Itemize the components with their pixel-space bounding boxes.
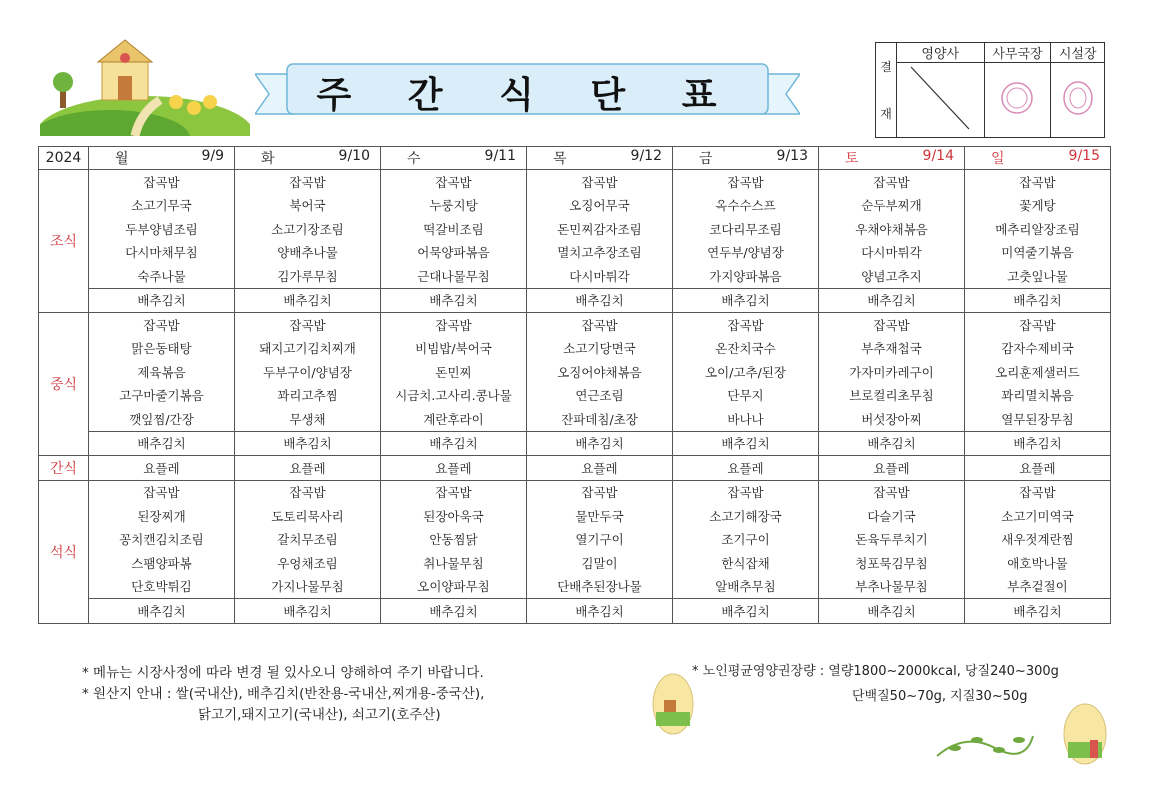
nutrition-note [692,659,1059,709]
menu-item-tue: 요플레 [235,456,381,481]
menu-item-tue: 배추김치 [235,599,381,624]
menu-item-fri: 잡곡밥 [673,170,819,194]
menu-item-wed: 떡갈비조림 [381,217,527,241]
menu-item-wed: 누룽지탕 [381,194,527,218]
menu-item-fri: 바나나 [673,407,819,431]
menu-item-sat: 부추재첩국 [819,337,965,361]
approval-box [875,42,1105,138]
menu-item-sun: 감자수제비국 [965,337,1111,361]
menu-row [39,480,1111,504]
note-origin: * 원산지 안내 : 쌀(국내산), 배추김치(반찬용-국내산,찌개용-중국산), [82,686,485,702]
meal-label: 조식 [39,170,89,313]
menu-item-wed: 취나물무침 [381,551,527,575]
approval-label: 결 재 [876,43,897,138]
menu-item-sat: 버섯장아찌 [819,407,965,431]
menu-item-sun: 꽃게탕 [965,194,1111,218]
menu-item-mon: 다시마채무침 [89,241,235,265]
menu-item-sat: 부추나물무침 [819,575,965,599]
menu-row [39,313,1111,337]
menu-item-fri: 옥수수스프 [673,194,819,218]
menu-item-mon: 두부양념조림 [89,217,235,241]
menu-item-fri: 소고기해장국 [673,504,819,528]
house-hill-illustration [40,38,250,136]
menu-item-fri: 요플레 [673,456,819,481]
menu-item-thu: 잔파데침/초장 [527,407,673,431]
menu-item-wed: 잡곡밥 [381,480,527,504]
menu-item-tue: 양배추나물 [235,241,381,265]
menu-row [39,575,1111,599]
menu-item-thu: 잡곡밥 [527,480,673,504]
menu-item-mon: 배추김치 [89,288,235,313]
menu-item-sun: 배추김치 [965,431,1111,456]
menu-item-thu: 배추김치 [527,431,673,456]
note-menu-change: * 메뉴는 시장사정에 따라 변경 될 있사오니 양해하여 주기 바랍니다. [82,665,484,681]
menu-item-sat: 잡곡밥 [819,170,965,194]
menu-item-fri: 온잔치국수 [673,337,819,361]
menu-item-mon: 꽁치캔김치조림 [89,528,235,552]
menu-item-fri: 조기구이 [673,528,819,552]
menu-item-sun: 배추김치 [965,599,1111,624]
menu-item-sat: 배추김치 [819,599,965,624]
menu-item-sat: 잡곡밥 [819,313,965,337]
menu-item-thu: 돈민찌감자조림 [527,217,673,241]
signature-slot-office-manager [984,63,1051,138]
day-header-mon: 월 9/9 [89,147,235,170]
menu-item-sat: 다시마튀각 [819,241,965,265]
menu-item-wed: 요플레 [381,456,527,481]
menu-item-sat: 배추김치 [819,288,965,313]
menu-row [39,241,1111,265]
vine-illustration [935,722,1035,762]
menu-item-tue: 두부구이/양념장 [235,360,381,384]
weekly-menu-table [38,146,1111,624]
menu-item-mon: 숙주나물 [89,264,235,288]
menu-row [39,170,1111,194]
menu-item-fri: 잡곡밥 [673,313,819,337]
menu-item-tue: 가지나물무침 [235,575,381,599]
menu-item-sun: 열무된장무침 [965,407,1111,431]
menu-item-wed: 배추김치 [381,431,527,456]
menu-item-sun: 메추리알장조림 [965,217,1111,241]
menu-item-thu: 연근조림 [527,384,673,408]
menu-item-sun: 부추겉절이 [965,575,1111,599]
day-header-sat: 토 9/14 [819,147,965,170]
menu-item-thu: 배추김치 [527,288,673,313]
day-header-thu: 목 9/12 [527,147,673,170]
seal-stamp [997,78,1037,118]
menu-item-mon: 단호박튀김 [89,575,235,599]
menu-item-thu: 오징어무국 [527,194,673,218]
menu-item-sun: 미역줄기볶음 [965,241,1111,265]
signature-slot-nutritionist [897,63,985,138]
menu-item-wed: 비빔밥/북어국 [381,337,527,361]
menu-item-tue: 잡곡밥 [235,480,381,504]
menu-item-mon: 요플레 [89,456,235,481]
menu-item-fri: 한식잡채 [673,551,819,575]
meal-label: 간식 [39,456,89,481]
menu-item-mon: 된장찌개 [89,504,235,528]
menu-item-tue: 소고기장조림 [235,217,381,241]
menu-item-wed: 어묵양파볶음 [381,241,527,265]
meal-label: 석식 [39,480,89,623]
menu-item-wed: 배추김치 [381,288,527,313]
menu-row [39,431,1111,456]
menu-item-sat: 요플레 [819,456,965,481]
menu-item-tue: 잡곡밥 [235,313,381,337]
menu-item-fri: 단무지 [673,384,819,408]
menu-row [39,599,1111,624]
day-header-tue: 화 9/10 [235,147,381,170]
menu-item-sat: 가자미카레구이 [819,360,965,384]
menu-item-thu: 오징어야채볶음 [527,360,673,384]
title-banner [255,62,800,122]
menu-item-fri: 배추김치 [673,288,819,313]
menu-item-thu: 멸치고추장조림 [527,241,673,265]
menu-item-sat: 순두부찌개 [819,194,965,218]
role-nutritionist: 영양사 [897,43,985,63]
menu-item-mon: 잡곡밥 [89,313,235,337]
menu-item-mon: 잡곡밥 [89,480,235,504]
menu-item-tue: 도토리묵사리 [235,504,381,528]
note-origin-cont: 닭고기,돼지고기(국내산), 쇠고기(호주산) [198,707,441,723]
role-director: 시설장 [1051,43,1105,63]
menu-item-sun: 오리훈제샐러드 [965,360,1111,384]
menu-item-fri: 잡곡밥 [673,480,819,504]
egg-scene-illustration [650,668,696,736]
menu-item-sun: 애호박나물 [965,551,1111,575]
menu-item-wed: 오이양파무침 [381,575,527,599]
menu-item-wed: 시금치.고사리.콩나물 [381,384,527,408]
menu-item-sat: 다슬기국 [819,504,965,528]
menu-item-sun: 고춧잎나물 [965,264,1111,288]
page-title: 주 간 식 단 표 [316,74,739,116]
menu-item-sat: 브로컬리초무침 [819,384,965,408]
menu-item-mon: 배추김치 [89,431,235,456]
menu-item-thu: 잡곡밥 [527,170,673,194]
menu-item-tue: 갈치무조림 [235,528,381,552]
menu-item-fri: 코다리무조림 [673,217,819,241]
menu-item-fri: 오이/고추/된장 [673,360,819,384]
nutrition-line-2: 단백질50~70g, 지질30~50g [852,689,1028,704]
menu-item-tue: 북어국 [235,194,381,218]
menu-item-mon: 제육볶음 [89,360,235,384]
menu-item-thu: 요플레 [527,456,673,481]
menu-item-tue: 김가루무침 [235,264,381,288]
diagonal-slash [907,63,973,133]
menu-item-mon: 잡곡밥 [89,170,235,194]
menu-item-mon: 배추김치 [89,599,235,624]
year-cell: 2024 [39,147,89,170]
menu-row [39,384,1111,408]
day-header-wed: 수 9/11 [381,147,527,170]
menu-row [39,360,1111,384]
menu-item-thu: 단배추된장나물 [527,575,673,599]
menu-item-thu: 배추김치 [527,599,673,624]
menu-item-wed: 근대나물무침 [381,264,527,288]
menu-item-sat: 잡곡밥 [819,480,965,504]
menu-row [39,528,1111,552]
menu-item-sat: 청포묵김무침 [819,551,965,575]
menu-row [39,264,1111,288]
menu-item-mon: 고구마줄기볶음 [89,384,235,408]
menu-item-wed: 잡곡밥 [381,313,527,337]
menu-item-sun: 요플레 [965,456,1111,481]
menu-row [39,337,1111,361]
menu-item-tue: 무생채 [235,407,381,431]
menu-item-sun: 새우젓계란찜 [965,528,1111,552]
day-header-row [39,147,1111,170]
menu-row [39,288,1111,313]
menu-item-tue: 꽈리고추찜 [235,384,381,408]
menu-item-mon: 깻잎찜/간장 [89,407,235,431]
menu-item-wed: 계란후라이 [381,407,527,431]
menu-item-sat: 우채야채볶음 [819,217,965,241]
menu-item-thu: 물만두국 [527,504,673,528]
seal-stamp [1058,78,1098,118]
nutrition-line-1: * 노인평균영양권장량 : 열량1800~2000kcal, 당질240~300g [692,664,1059,679]
signature-slot-director [1051,63,1105,138]
menu-item-fri: 배추김치 [673,599,819,624]
menu-row [39,456,1111,481]
menu-item-sat: 배추김치 [819,431,965,456]
menu-item-fri: 연두부/양념장 [673,241,819,265]
day-header-sun: 일 9/15 [965,147,1111,170]
menu-item-tue: 배추김치 [235,431,381,456]
menu-item-thu: 다시마튀각 [527,264,673,288]
menu-item-thu: 열기구이 [527,528,673,552]
menu-item-tue: 돼지고기김치찌개 [235,337,381,361]
footer-notes [82,663,484,726]
menu-item-sun: 잡곡밥 [965,170,1111,194]
menu-row [39,194,1111,218]
menu-item-tue: 우엉채조림 [235,551,381,575]
menu-item-sun: 소고기미역국 [965,504,1111,528]
menu-item-fri: 알배추무침 [673,575,819,599]
menu-item-fri: 배추김치 [673,431,819,456]
menu-item-sat: 양념고추지 [819,264,965,288]
menu-item-tue: 배추김치 [235,288,381,313]
menu-item-thu: 소고기당면국 [527,337,673,361]
menu-item-tue: 잡곡밥 [235,170,381,194]
menu-row [39,217,1111,241]
menu-item-wed: 잡곡밥 [381,170,527,194]
menu-item-wed: 돈민찌 [381,360,527,384]
menu-item-wed: 배추김치 [381,599,527,624]
menu-row [39,504,1111,528]
menu-item-mon: 스팸양파볶 [89,551,235,575]
menu-item-sun: 잡곡밥 [965,313,1111,337]
menu-item-sun: 잡곡밥 [965,480,1111,504]
role-office-manager: 사무국장 [984,43,1051,63]
menu-item-wed: 안동찜닭 [381,528,527,552]
menu-item-wed: 된장아욱국 [381,504,527,528]
menu-item-mon: 맑은동태탕 [89,337,235,361]
meal-label: 중식 [39,313,89,456]
egg-scene-illustration [1060,700,1110,766]
menu-row [39,407,1111,431]
menu-item-thu: 잡곡밥 [527,313,673,337]
menu-item-mon: 소고기무국 [89,194,235,218]
menu-item-sun: 배추김치 [965,288,1111,313]
menu-row [39,551,1111,575]
menu-item-fri: 가지양파볶음 [673,264,819,288]
menu-item-thu: 김말이 [527,551,673,575]
day-header-fri: 금 9/13 [673,147,819,170]
menu-item-sat: 돈육두루치기 [819,528,965,552]
menu-item-sun: 꽈리멸치볶음 [965,384,1111,408]
